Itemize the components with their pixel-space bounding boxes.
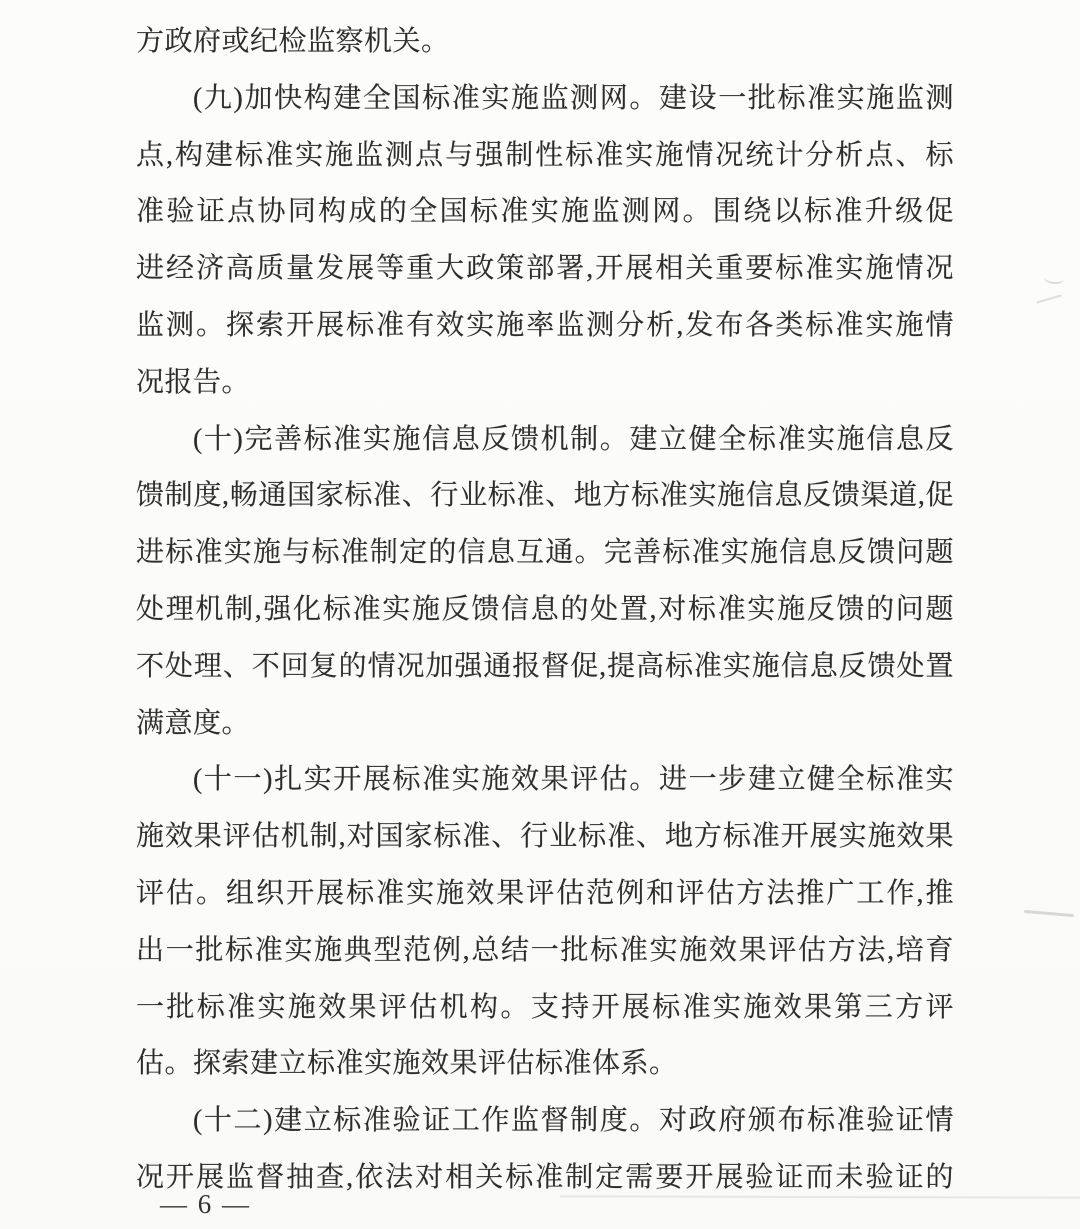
document-line: 出一批标准实施典型范例,总结一批标准实施效果评估方法,培育 (136, 934, 954, 966)
document-line: 施效果评估机制,对国家标准、行业标准、地方标准开展实施效果 (136, 821, 954, 853)
paragraph-start-line: (十一)扎实开展标准实施效果评估。进一步建立健全标准实 (193, 764, 954, 796)
document-line: 监测。探索开展标准有效实施率监测分析,发布各类标准实施情 (136, 309, 954, 341)
document-line: 一批标准实施效果评估机构。支持开展标准实施效果第三方评 (136, 991, 954, 1023)
document-line: 满意度。 (136, 707, 251, 739)
scan-artifact (1043, 271, 1064, 285)
document-line: 进经济高质量发展等重大政策部署,开展相关重要标准实施情况 (136, 253, 954, 285)
document-line: 方政府或纪检监察机关。 (136, 26, 450, 57)
scan-artifact (1036, 294, 1062, 303)
paragraph-start-line: (十二)建立标准验证工作监督制度。对政府颁布标准验证情 (193, 1105, 954, 1137)
paragraph-start-line: (九)加快构建全国标准实施监测网。建设一批标准实施监测 (193, 82, 954, 114)
document-body (136, 14, 954, 1207)
document-line: 馈制度,畅通国家标准、行业标准、地方标准实施信息反馈渠道,促 (136, 480, 954, 512)
document-line: 不处理、不回复的情况加强通报督促,提高标准实施信息反馈处置 (136, 650, 954, 682)
document-line: 况报告。 (136, 366, 251, 398)
document-line: 点,构建标准实施监测点与强制性标准实施情况统计分析点、标 (136, 139, 954, 171)
page-number: — 6 — (160, 1189, 251, 1219)
document-line: 估。探索建立标准实施效果评估标准体系。 (136, 1048, 678, 1080)
document-line: 准验证点协同构成的全国标准实施监测网。围绕以标准升级促 (136, 196, 954, 228)
document-line: 进标准实施与标准制定的信息互通。完善标准实施信息反馈问题 (136, 537, 954, 569)
paragraph-start-line: (十)完善标准实施信息反馈机制。建立健全标准实施信息反 (193, 423, 954, 455)
document-line: 况开展监督抽查,依法对相关标准制定需要开展验证而未验证的 (136, 1161, 954, 1193)
scan-artifact (1024, 910, 1074, 917)
document-line: 处理机制,强化标准实施反馈信息的处置,对标准实施反馈的问题 (136, 593, 954, 625)
document-line: 评估。组织开展标准实施效果评估范例和评估方法推广工作,推 (136, 877, 954, 909)
